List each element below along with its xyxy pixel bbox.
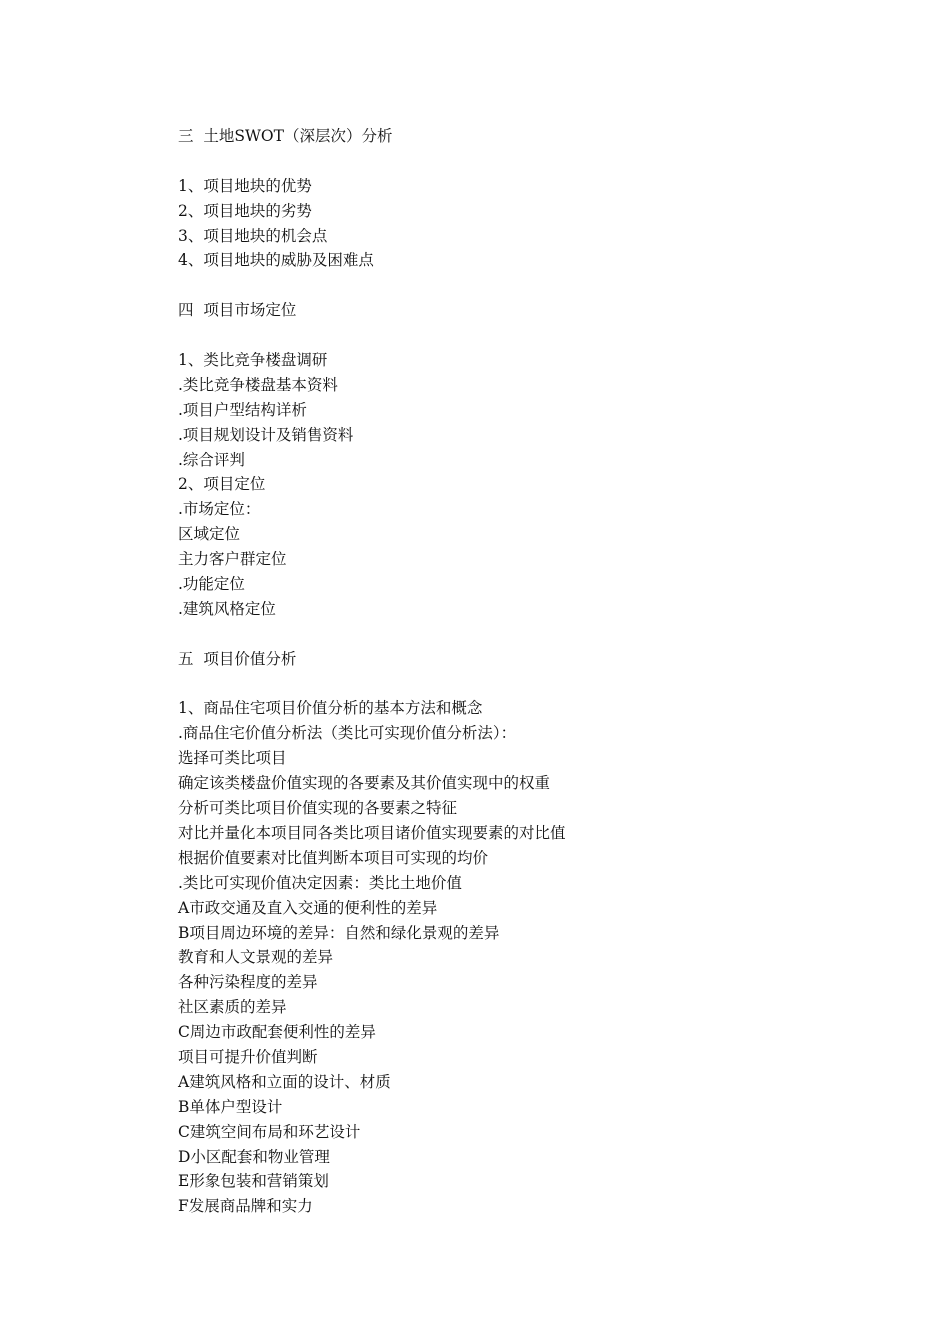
text-line: A市政交通及直入交通的便利性的差异 [178,898,438,917]
blank-line [178,149,878,174]
text-line: 各种污染程度的差异 [178,973,318,992]
text-line: 3、项目地块的机会点 [178,226,328,245]
text-line: 1、项目地块的优势 [178,176,312,195]
text-line: 分析可类比项目价值实现的各要素之特征 [178,799,458,818]
text-line: F发展商品牌和实力 [178,1197,313,1216]
text-line: 主力客户群定位 [178,550,287,569]
text-line: A建筑风格和立面的设计、材质 [178,1072,391,1091]
document-body [178,124,878,1219]
text-line: 区域定位 [178,525,241,544]
text-line: 2、项目地块的劣势 [178,201,312,220]
text-line: 四 项目市场定位 [178,301,297,320]
text-line: .功能定位 [178,575,245,594]
text-line: 根据价值要素对比值判断本项目可实现的均价 [178,848,489,867]
text-line: 2、项目定位 [178,475,266,494]
text-line: 三 土地SWOT（深层次）分析 [178,127,393,145]
text-line: 选择可类比项目 [178,749,287,768]
text-line: 4、项目地块的威胁及困难点 [178,251,374,270]
text-line: D小区配套和物业管理 [178,1147,330,1166]
text-line: 社区素质的差异 [178,998,287,1017]
text-line: 1、类比竞争楼盘调研 [178,351,328,370]
text-line: 确定该类楼盘价值实现的各要素及其价值实现中的权重 [178,774,551,793]
text-line: .类比可实现价值决定因素：类比土地价值 [178,873,462,892]
text-line: E形象包装和营销策划 [178,1172,329,1191]
text-line: .综合评判 [178,450,245,469]
text-line: B单体户型设计 [178,1097,283,1116]
blank-line [178,672,878,697]
text-line: C周边市政配套便利性的差异 [178,1023,376,1042]
text-line: 对比并量化本项目同各类比项目诸价值实现要素的对比值 [178,823,566,842]
blank-line [178,622,878,647]
text-line: .项目规划设计及销售资料 [178,425,354,444]
text-line: .建筑风格定位 [178,599,276,618]
text-line: 项目可提升价值判断 [178,1047,318,1066]
text-line: 1、商品住宅项目价值分析的基本方法和概念 [178,699,483,718]
blank-line [178,323,878,348]
text-line: .市场定位： [178,500,261,519]
text-line: .项目户型结构详析 [178,400,307,419]
text-line: .商品住宅价值分析法（类比可实现价值分析法）： [178,724,517,743]
text-line: B项目周边环境的差异：自然和绿化景观的差异 [178,923,500,942]
blank-line [178,273,878,298]
text-line: .类比竞争楼盘基本资料 [178,375,338,394]
text-line: C建筑空间布局和环艺设计 [178,1122,361,1141]
text-line: 教育和人文景观的差异 [178,948,334,967]
text-line: 五 项目价值分析 [178,649,297,668]
